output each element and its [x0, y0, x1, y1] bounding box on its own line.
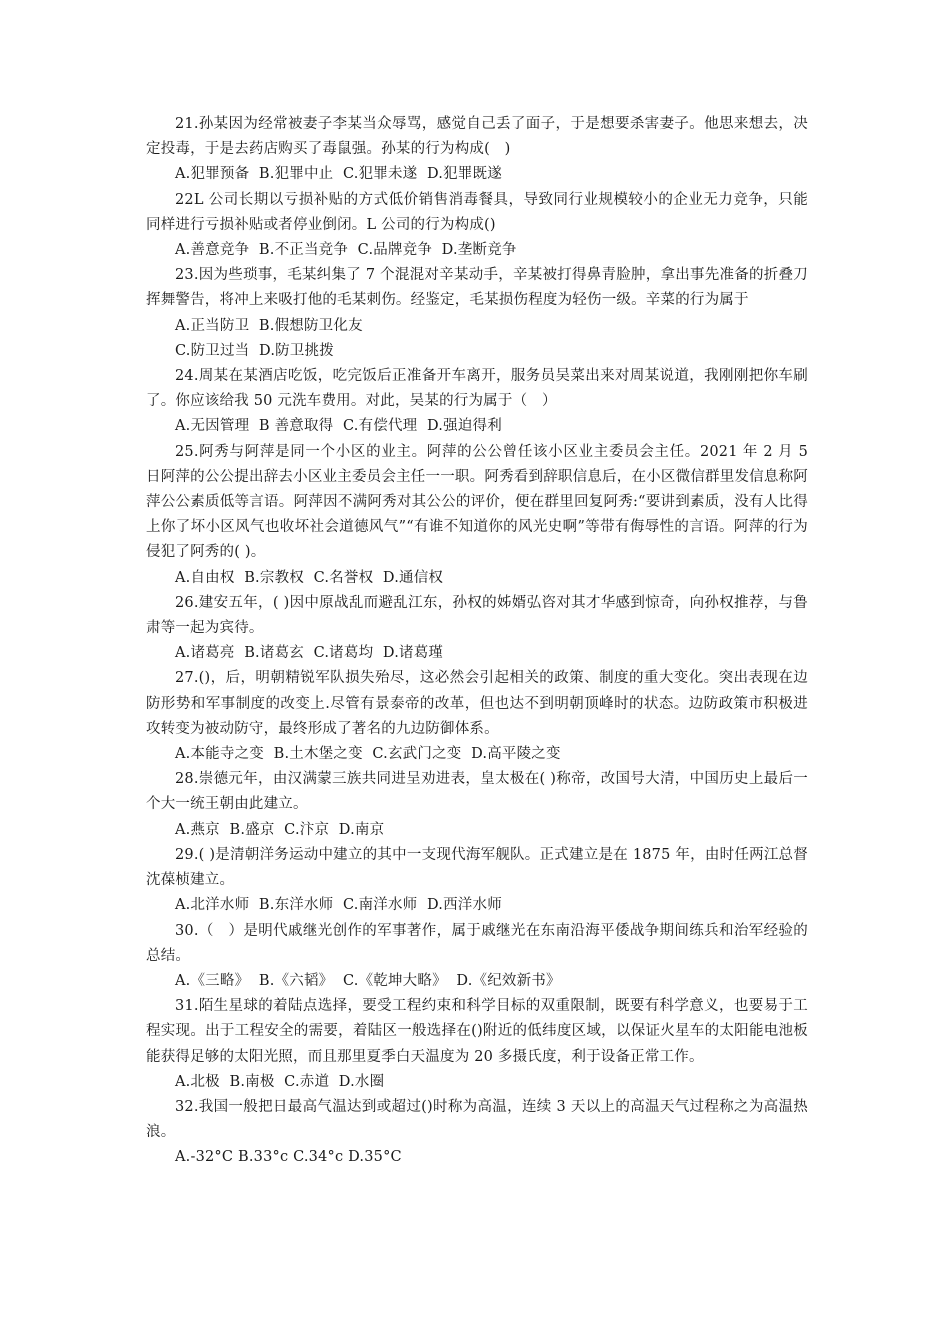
question-stem: 30.（ ）是明代戚继光创作的军事著作，属于戚继光在东南沿海平倭战争期间练兵和治军经验的总结。 — [146, 922, 808, 964]
question-stem: 32.我国一般把日最高气温达到或超过()时称为高温，连续 3 天以上的高温天气过程称之为高温热浪。 — [146, 1098, 808, 1141]
question-stem: 28.崇德元年，由汉满蒙三族共同进呈劝进表，皇太极在( )称帝，改国号大清，中国历史上最后一个大一统王朝由此建立。 — [146, 771, 808, 813]
question-27 — [146, 666, 808, 767]
question-32 — [146, 1095, 808, 1171]
question-26 — [146, 591, 808, 667]
question-options: A.北洋水师 B.东洋水师 C.南洋水师 D.西洋水师 — [175, 897, 502, 914]
question-22 — [146, 188, 808, 264]
question-23 — [146, 263, 808, 364]
question-options: A.正当防卫 B.假想防卫化友 — [175, 317, 363, 334]
question-30 — [146, 919, 808, 995]
question-options: C.防卫过当 D.防卫挑拨 — [175, 342, 334, 359]
question-options: A.自由权 B.宗教权 C.名誉权 D.通信权 — [175, 569, 444, 586]
question-stem: 27.()，后，明朝精锐军队损失殆尽，这必然会引起相关的政策、制度的重大变化。突出表现在边防形势和军事制度的改变上.尽管有景泰帝的改革，但也达不到明朝顶峰时的状态。边防政策市积极进攻转变为被动防守，最终形成了著名的九边防御体系。 — [146, 670, 808, 737]
question-options: A.无因管理 B 善意取得 C.有偿代理 D.强迫得利 — [175, 418, 502, 435]
question-stem: 26.建安五年，( )因中原战乱而避乱江东，孙权的姊婿弘咨对其才华感到惊奇，向孙权推荐，与鲁肃等一起为宾待。 — [146, 594, 808, 637]
question-stem: 22L 公司长期以亏损补贴的方式低价销售消毒餐具，导致同行业规模较小的企业无力竞争，只能同样进行亏损补贴或者停业倒闭。L 公司的行为构成() — [146, 191, 808, 233]
question-28 — [146, 767, 808, 843]
question-options: A.诸葛亮 B.诸葛玄 C.诸葛均 D.诸葛瑾 — [175, 645, 444, 662]
question-29 — [146, 843, 808, 919]
question-stem: 29.( )是清朝洋务运动中建立的其中一支现代海军舰队。正式建立是在 1875 年，由时任两江总督沈葆桢建立。 — [146, 846, 808, 889]
question-options: A.犯罪预备 B.犯罪中止 C.犯罪未遂 D.犯罪既遂 — [175, 166, 502, 183]
question-21 — [146, 112, 808, 188]
question-options: A.北极 B.南极 C.赤道 D.水圈 — [175, 1073, 385, 1090]
question-stem: 25.阿秀与阿萍是同一个小区的业主。阿萍的公公曾任该小区业主委员会主任。2021 年 2 月 5 日阿萍的公公提出辞去小区业主委员会主任一一职。阿秀看到辞职信息后，在小区微信群里发信息称阿萍公公素质低等言语。阿萍因不满阿秀对其公公的评价，便在群里回复阿秀:“要讲到素质，没有人比得上你了坏小区风气也收坏社会道德风气”“有谁不知道你的风光史啊”等带有侮辱性的言语。阿萍的行为侵犯了阿秀的( )。 — [146, 443, 808, 561]
question-options: A.《三略》 B.《六韬》 C.《乾坤大略》 D.《纪效新书》 — [175, 972, 561, 989]
question-25 — [146, 440, 808, 591]
question-options: A.本能寺之变 B.土木堡之变 C.玄武门之变 D.高平陵之变 — [175, 746, 561, 763]
question-options: A.-32°C B.33°c C.34°c D.35°C — [175, 1149, 402, 1166]
question-31 — [146, 994, 808, 1095]
question-stem: 21.孙某因为经常被妻子李某当众辱骂，感觉自己丢了面子，于是想要杀害妻子。他思来想去，决定投毒，于是去药店购买了毒鼠强。孙某的行为构成( ) — [146, 116, 808, 158]
question-list — [146, 112, 808, 1171]
question-24 — [146, 364, 808, 440]
question-options: A.善意竞争 B.不正当竞争 C.品牌竞争 D.垄断竞争 — [175, 242, 517, 259]
question-stem: 24.周某在某酒店吃饭，吃完饭后正准备开车离开，服务员吴菜出来对周某说道，我刚刚把你车刷了。你应该给我 50 元洗车费用。对此，吴某的行为属于（ ） — [146, 368, 808, 410]
question-options: A.燕京 B.盛京 C.汴京 D.南京 — [175, 821, 385, 838]
question-stem: 23.因为些琐事，毛某纠集了 7 个混混对辛某动手，辛某被打得鼻青脸肿，拿出事先准备的折叠刀挥舞警告，将冲上来吸打他的毛某刺伤。经鉴定，毛某损伤程度为轻伤一级。辛菜的行为属于 — [146, 267, 808, 309]
question-stem: 31.陌生星球的着陆点选择，要受工程约束和科学目标的双重限制，既要有科学意义，也要易于工程实现。出于工程安全的需要，着陆区一般选择在()附近的低纬度区域，以保证火星车的太阳能电池板能获得足够的太阳光照，而且那里夏季白天温度为 20 多摄氏度，利于设备正常工作。 — [146, 998, 808, 1065]
